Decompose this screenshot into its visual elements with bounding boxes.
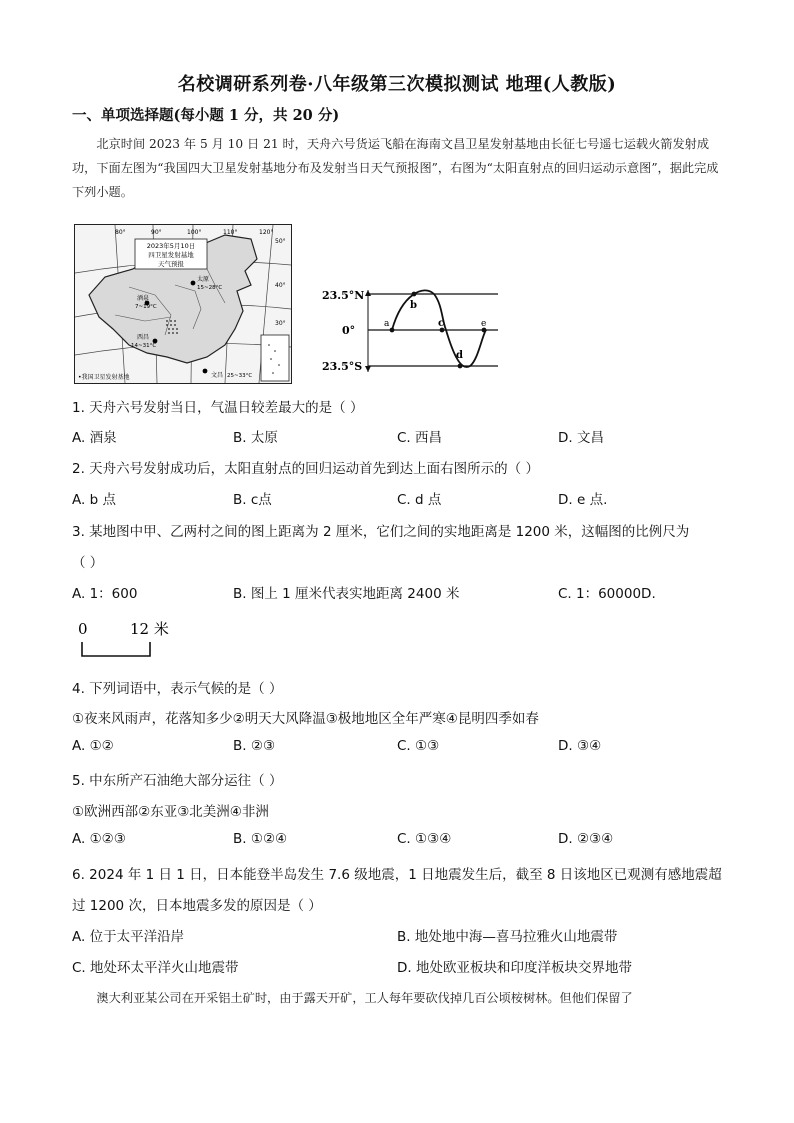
- question-2-stem: 2. 天舟六号发射成功后，太阳直射点的回归运动首先到达上面右图所示的（ ）: [72, 461, 539, 477]
- point-b: b: [410, 300, 417, 311]
- map-caption-3: 天气预报: [158, 260, 184, 268]
- question-6-stem: 6. 2024 年 1 日 1 日，日本能登半岛发生 7.6 级地震，1 日地震发生后，截至 8 日该地区已观测有感地震超: [72, 867, 722, 883]
- q6-option-c[interactable]: C. 地处环太平洋火山地震带: [72, 960, 239, 976]
- lon-label-120: 120°: [259, 229, 274, 236]
- q5-option-a[interactable]: A. ①②③: [72, 831, 126, 847]
- q6-option-a[interactable]: A. 位于太平洋沿岸: [72, 929, 185, 945]
- map-caption-1: 2023年5月10日: [146, 242, 196, 250]
- city-temp-jiuquan: 7~19°C: [135, 304, 157, 310]
- question-4-stem: 4. 下列词语中，表示气候的是（ ）: [72, 681, 283, 697]
- lon-label-90: 90°: [151, 229, 162, 236]
- q4-option-a[interactable]: A. ①②: [72, 738, 114, 754]
- point-a: a: [384, 319, 390, 329]
- question-5-stem: 5. 中东所产石油绝大部分运往（ ）: [72, 773, 283, 789]
- question-1-stem: 1. 天舟六号发射当日，气温日较差最大的是（ ）: [72, 400, 364, 416]
- scale-bar: [72, 616, 192, 666]
- q2-option-a[interactable]: A. b 点: [72, 492, 116, 508]
- scale-right-label: 12 米: [130, 620, 169, 638]
- map-caption-2: 四卫星发射基地: [148, 251, 194, 259]
- q4-option-d[interactable]: D. ③④: [558, 738, 602, 754]
- q1-option-d[interactable]: D. 文昌: [558, 430, 604, 446]
- q6-option-b[interactable]: B. 地处地中海—喜马拉雅火山地震带: [397, 929, 618, 945]
- lat-23s-label: 23.5°S: [322, 360, 363, 373]
- city-temp-taiyuan: 15~28°C: [197, 285, 223, 291]
- sun-graphic: [318, 280, 508, 380]
- q3-option-b[interactable]: B. 图上 1 厘米代表实地距离 2400 米: [233, 586, 460, 602]
- city-label-wenchang: 文昌: [211, 372, 224, 379]
- question-3-stem: 3. 某地图中甲、乙两村之间的图上距离为 2 厘米，它们之间的实地距离是 1200 米，这幅图的比例尺为: [72, 524, 690, 540]
- q2-option-c[interactable]: C. d 点: [397, 492, 442, 508]
- lat-23n-label: 23.5°N: [322, 289, 365, 302]
- question-6-stem-cont: 过 1200 次，日本地震多发的原因是（ ）: [72, 898, 322, 914]
- city-label-xichang: 西昌: [137, 334, 150, 341]
- city-label-taiyuan: 太原: [197, 276, 210, 283]
- q6-option-d[interactable]: D. 地处欧亚板块和印度洋板块交界地带: [397, 960, 632, 976]
- point-d: d: [456, 350, 463, 361]
- city-label-jiuquan: 酒泉: [137, 295, 150, 302]
- point-e: e: [481, 319, 487, 329]
- point-c: c: [438, 318, 445, 329]
- question-5-sub: ①欧洲西部②东亚③北美洲④非洲: [72, 804, 269, 820]
- lat-label-50: 50°: [275, 238, 286, 245]
- page-title: 名校调研系列卷·八年级第三次模拟测试 地理(人教版): [177, 74, 617, 95]
- city-temp-xichang: 14~31°C: [131, 343, 157, 349]
- q3-option-c[interactable]: C. 1：60000D.: [558, 586, 656, 602]
- map-graphic: [75, 225, 291, 383]
- map-legend: •我国卫星发射基地: [78, 374, 130, 381]
- next-passage: 澳大利亚某公司在开采铝土矿时，由于露天开矿，工人每年要砍伐掉几百公顷桉树林。但他们保留了: [96, 991, 633, 1005]
- satellite-base-map: [74, 224, 292, 384]
- sun-migration-diagram: [318, 280, 508, 380]
- q1-option-b[interactable]: B. 太原: [233, 430, 278, 446]
- q5-option-c[interactable]: C. ①③④: [397, 831, 452, 847]
- lat-0-label: 0°: [342, 324, 356, 337]
- intro-paragraph: 北京时间 2023 年 5 月 10 日 21 时，天舟六号货运飞船在海南文昌卫星发射基地由长征七号遥七运载火箭发射成功，下面左图为“我国四大卫星发射基地分布及发射当日天气预报图”，右图为“太阳直射点的回归运动示意图”，据此完成下列小题。: [72, 137, 719, 199]
- q2-option-b[interactable]: B. c点: [233, 492, 272, 508]
- q5-option-d[interactable]: D. ②③④: [558, 831, 614, 847]
- city-temp-wenchang: 25~33°C: [227, 373, 253, 379]
- q4-option-b[interactable]: B. ②③: [233, 738, 276, 754]
- section-heading: 一、单项选择题(每小题 1 分，共 20 分): [72, 107, 340, 124]
- q3-option-a[interactable]: A. 1：600: [72, 586, 138, 602]
- q4-option-c[interactable]: C. ①③: [397, 738, 440, 754]
- lat-label-30: 30°: [275, 320, 286, 327]
- question-3-stem-cont: （ ）: [72, 555, 104, 571]
- lon-label-80: 80°: [115, 229, 126, 236]
- lat-label-40: 40°: [275, 282, 286, 289]
- q5-option-b[interactable]: B. ①②④: [233, 831, 288, 847]
- lon-label-100: 100°: [187, 229, 202, 236]
- q1-option-c[interactable]: C. 西昌: [397, 430, 443, 446]
- scale-left-label: 0: [78, 620, 88, 638]
- q2-option-d[interactable]: D. e 点.: [558, 492, 608, 508]
- question-4-sub: ①夜来风雨声，花落知多少②明天大风降温③极地地区全年严寒④昆明四季如春: [72, 711, 539, 727]
- q1-option-a[interactable]: A. 酒泉: [72, 430, 117, 446]
- lon-label-110: 110°: [223, 229, 238, 236]
